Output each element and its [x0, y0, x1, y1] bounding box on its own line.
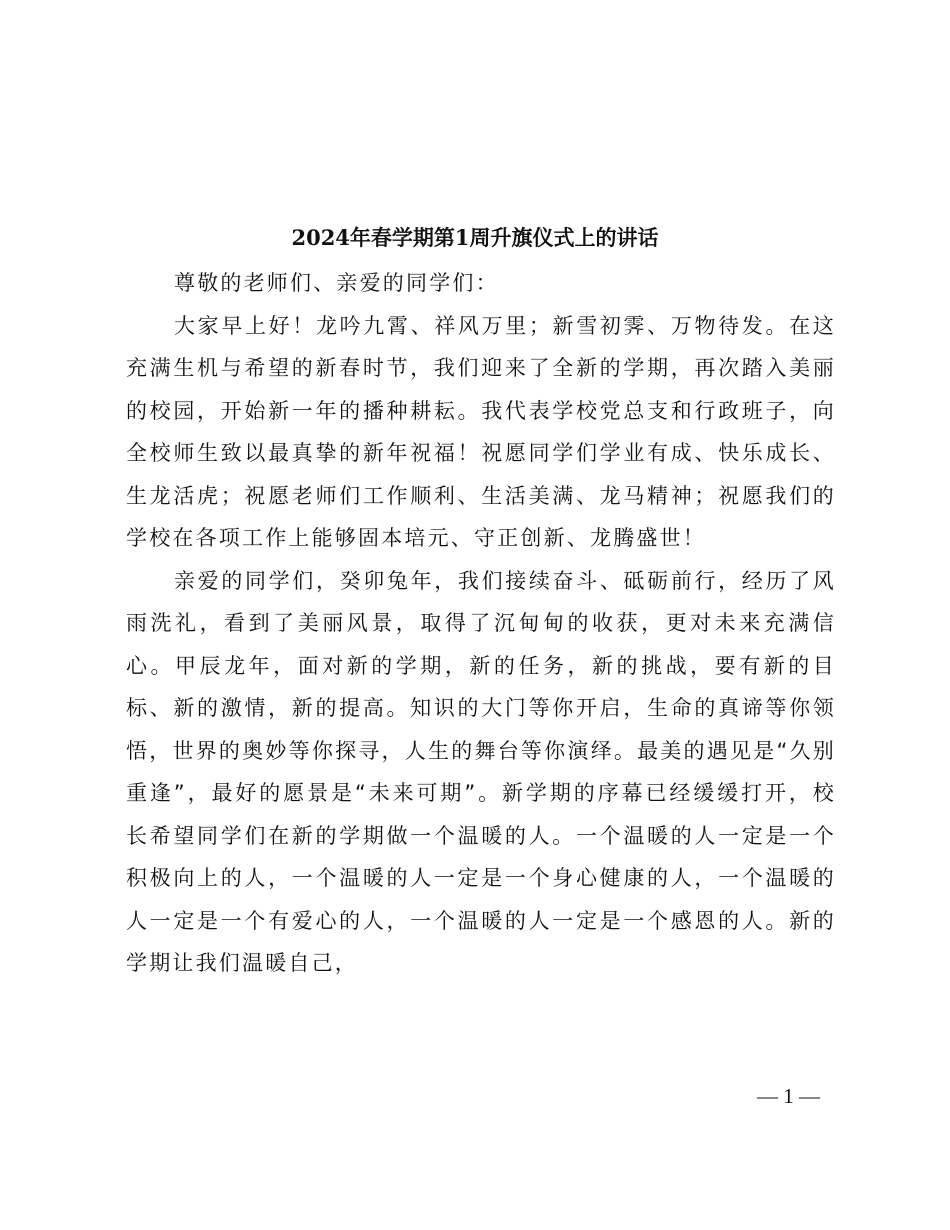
salutation-paragraph: 尊敬的老师们、亲爱的同学们：: [174, 271, 499, 295]
page-number: — 1 —: [757, 1084, 820, 1108]
document-title: 2024年春学期第1周升旗仪式上的讲话: [291, 225, 659, 250]
greeting-paragraph: 大家早上好！龙吟九霄、祥风万里；新雪初霁、万物待发。在这充满生机与希望的新春时节，我们迎来了全新的学期，再次踏入美丽的校园，开始新一年的播种耕耘。我代表学校党总支和行政班子，向全校师生致以最真挚的新年祝福！祝愿同学们学业有成、快乐成长、生龙活虎；祝愿老师们工作顺利、生活美满、龙马精神；祝愿我们的学校在各项工作上能够固本培元、守正创新、龙腾盛世！: [126, 313, 836, 550]
document-body: [126, 262, 836, 985]
body-paragraph: 亲爱的同学们，癸卯兔年，我们接续奋斗、砥砺前行，经历了风雨洗礼，看到了美丽风景，取得了沉甸甸的收获，更对未来充满信心。甲辰龙年，面对新的学期，新的任务，新的挑战，要有新的目标、新的激情，新的提高。知识的大门等你开启，生命的真谛等你领悟，世界的奥妙等你探寻，人生的舞台等你演绎。最美的遇见是“久别重逢”，最好的愿景是“未来可期”。新学期的序幕已经缓缓打开，校长希望同学们在新的学期做一个温暖的人。一个温暖的人一定是一个积极向上的人，一个温暖的人一定是一个身心健康的人，一个温暖的人一定是一个有爱心的人，一个温暖的人一定是一个感恩的人。新的学期让我们温暖自己，: [126, 568, 836, 975]
